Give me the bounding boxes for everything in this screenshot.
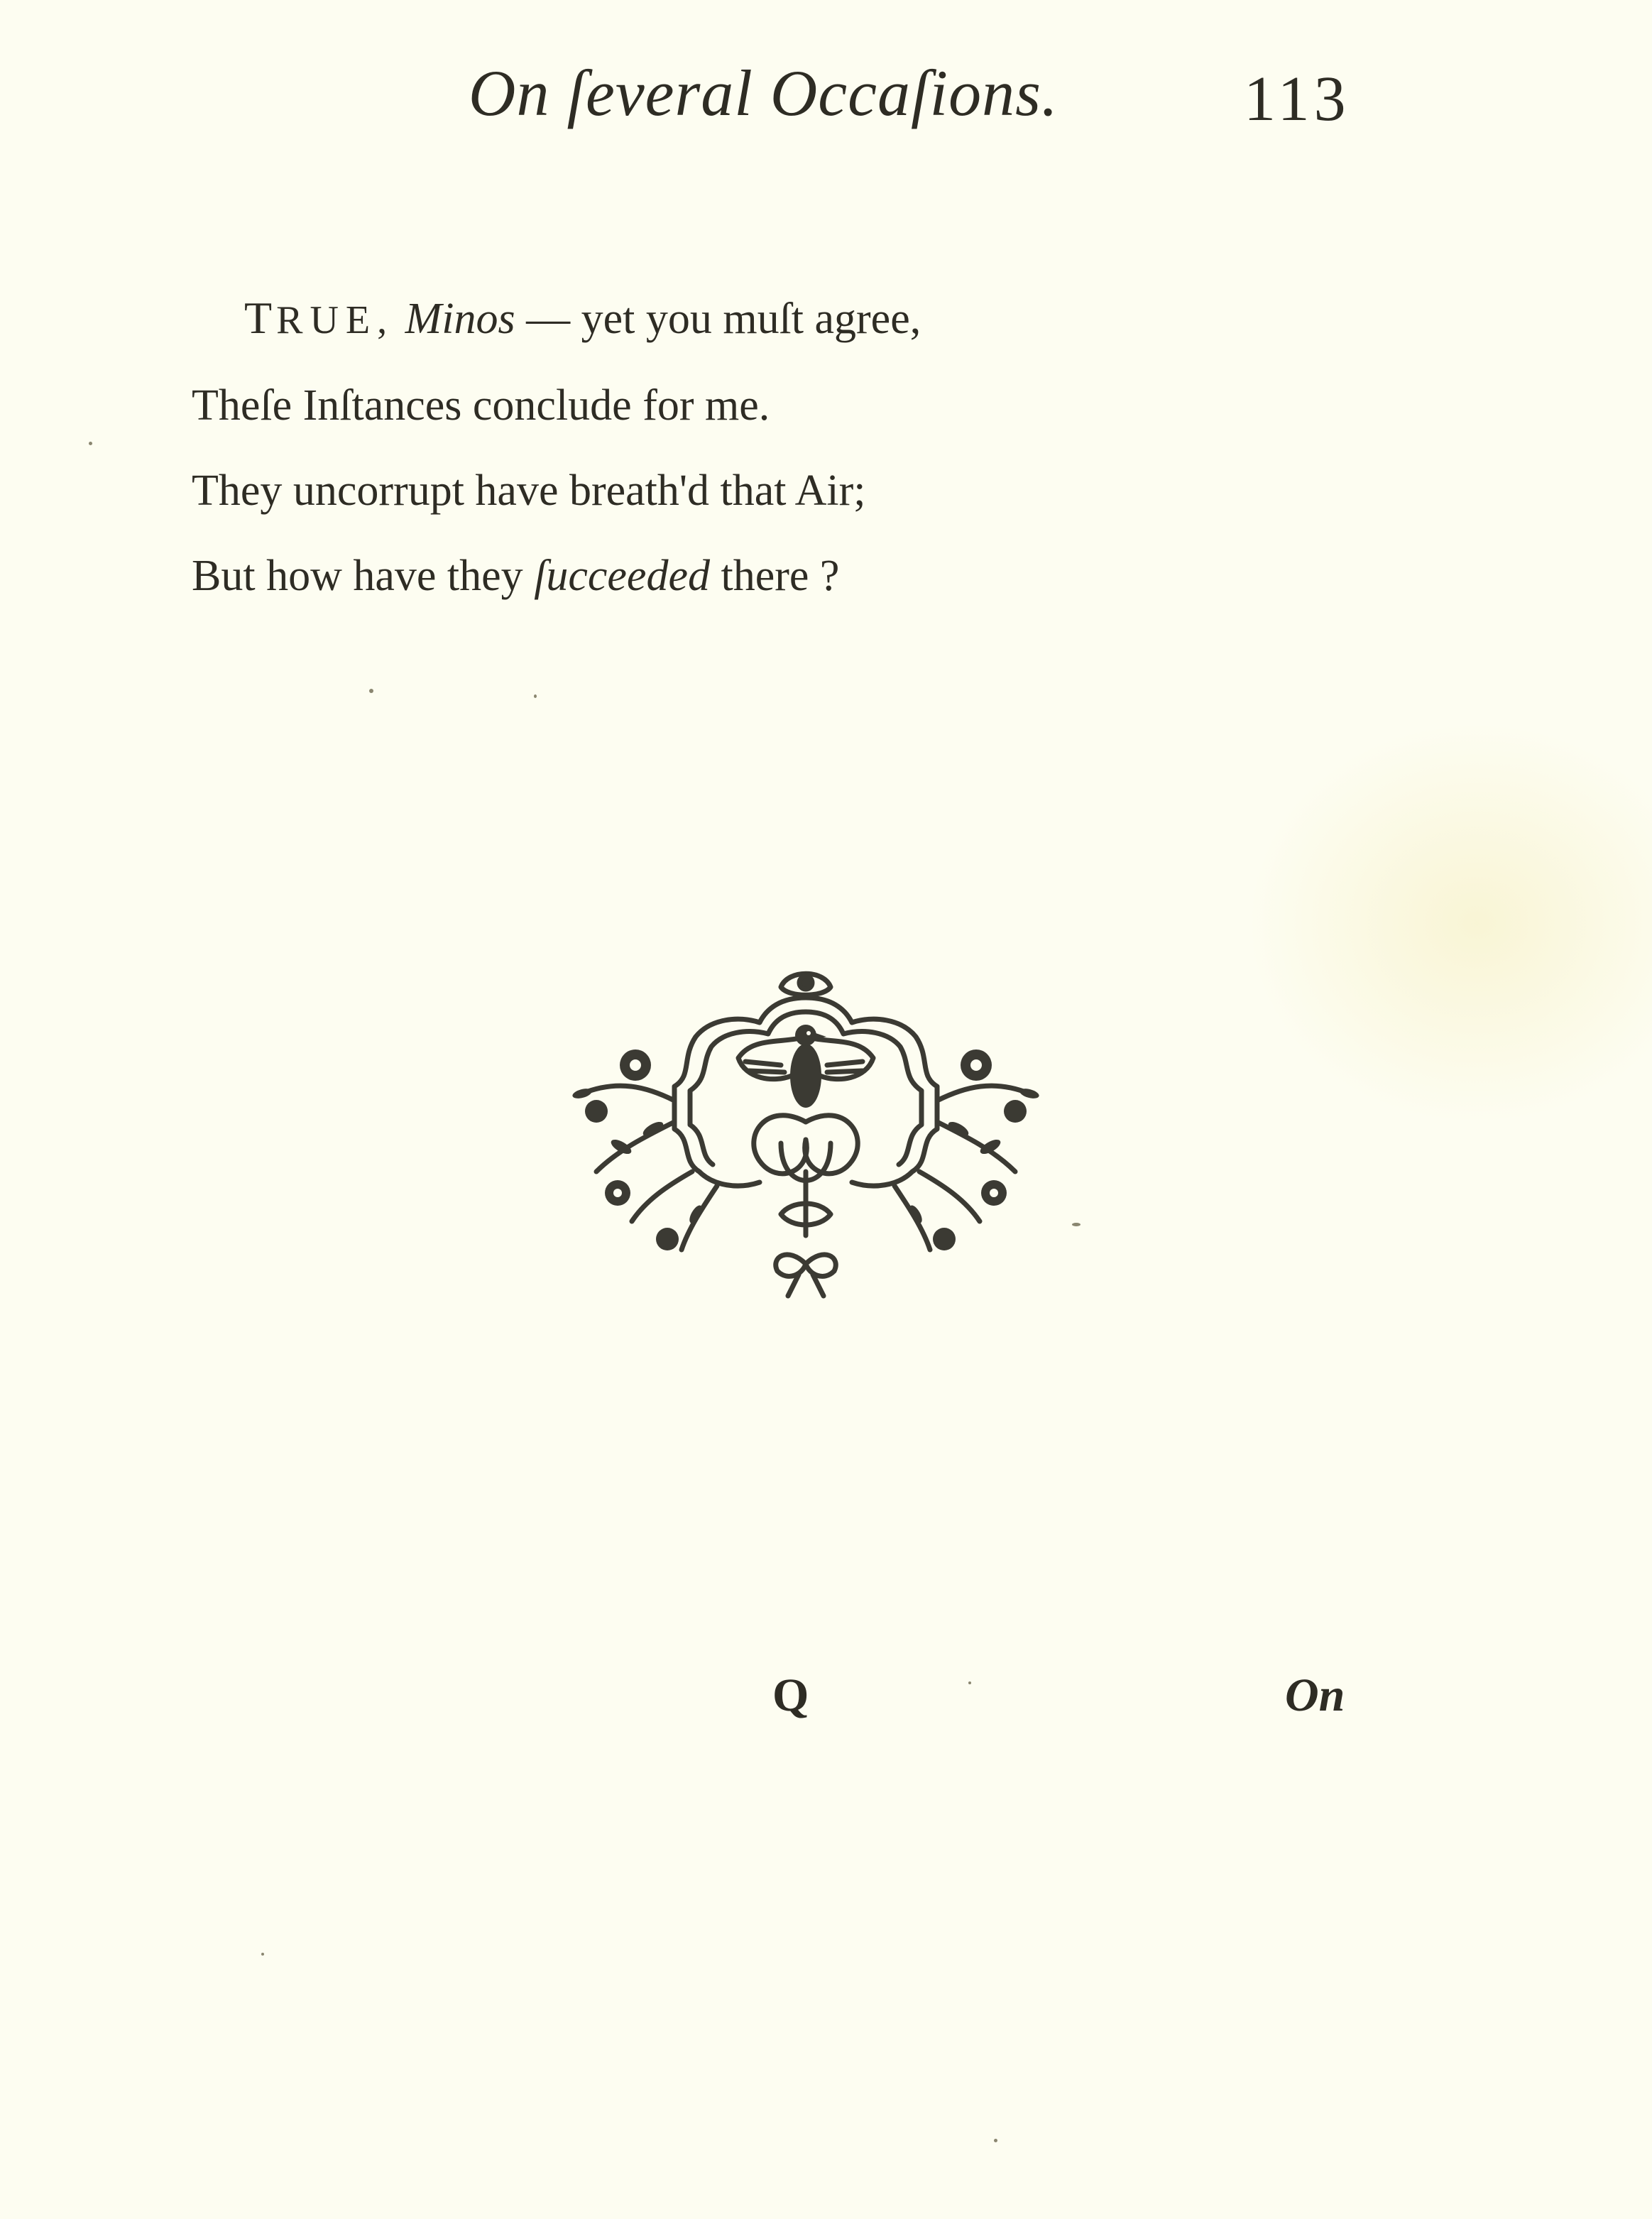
paper-speck: [968, 1681, 971, 1684]
page-number: 113: [1244, 64, 1350, 134]
signature-mark: Q: [772, 1669, 809, 1721]
poem-line-4-start: But how have they: [192, 552, 523, 600]
running-title: On ſeveral Occaſions.: [469, 57, 1059, 129]
paper-speck: [369, 689, 373, 693]
paper-speck: [261, 1953, 264, 1956]
paper-speck: [89, 442, 92, 445]
eagle-cartouche-ornament-icon: [568, 959, 1044, 1307]
paper-speck: [534, 694, 537, 698]
poem-stanza: [192, 276, 921, 618]
poem-line-4: [192, 533, 921, 618]
italic-name: Minos: [405, 295, 515, 343]
catchword: On: [1285, 1669, 1345, 1721]
poem-line-2: Theſe Inſtances conclude for me.: [192, 381, 770, 430]
small-caps-word: RUE,: [276, 298, 395, 342]
paper-speck: [1072, 1223, 1081, 1226]
small-caps-initial: T: [244, 293, 277, 343]
paper-speck: [994, 2139, 997, 2142]
poem-line-1-rest: — yet you muſt agree,: [526, 295, 921, 343]
italic-word: ſucceeded: [534, 552, 710, 600]
poem-line-1: [192, 276, 921, 363]
poem-line-4-end: there ?: [721, 552, 840, 600]
poem-line-3: They uncorrupt have breath'd that Air;: [192, 467, 866, 515]
